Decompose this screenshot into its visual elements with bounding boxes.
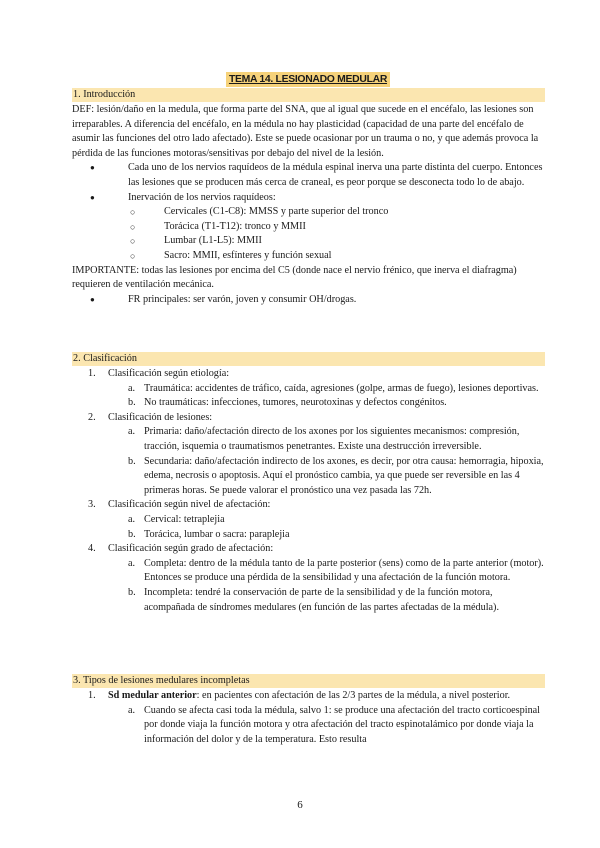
bullet-item: ● Cada uno de los nervios raquídeos de la médula espinal inerva una parte distinta del cuerpo. Entonces las lesiones que se producen más cerca de craneal, es peor porque se desconecta todo lo de abajo. [72,161,544,190]
numbered-item: 4. Clasificación según grado de afectación: [88,543,274,555]
page-number: 6 [297,799,303,811]
lettered-item: a. Completa: dentro de la médula tanto de la parte posterior (sens) como de la parte anterior (motor). Entonces se produce una pérdida de la sensibilidad y una afectación de la función motora. [128,557,544,584]
section-heading-tipos: 3. Tipos de lesiones medulares incompletas [72,674,545,688]
lettered-item: b. No traumáticas: infecciones, tumores, neurotoxinas y defectos congénitos. [128,397,447,409]
numbered-item: 2. Clasificación de lesiones: [88,411,213,423]
lettered-item: a. Cuando se afecta casi toda la médula, salvo 1: se produce una afectación del tracto corticoespinal por donde viaja la función motora y otra afectación del tracto espinotalámico por donde viaja la información del dolor y de la temperatura. Esto resulta [128,704,541,745]
lettered-item: b. Incompleta: tendré la conservación de parte de la sensibilidad y de la función motora, acompañada de síndromes medulares (en función de las partes afectadas de la médula). [128,586,499,613]
title-row [72,72,544,88]
section-introduccion [72,103,544,307]
section-heading-clasificacion: 2. Clasificación [72,352,545,366]
lettered-item: b. Secundaria: daño/afectación indirecto de los axones, es decir, por otra causa: hemorragia, hipoxia, edema, necrosis o apoptosis. Aquí el pronóstico cambia, ya que puede ser reversible en las 4 primeras horas. Se puede valorar el pronóstico una vez pasada las 72h. [128,455,544,496]
document-title: TEMA 14. LESIONADO MEDULAR [226,72,390,87]
sub-bullet-item: ○ Cervicales (C1-C8): MMSS y parte superior del tronco [72,205,544,220]
sub-bullet-item: ○ Sacro: MMII, esfínteres y función sexual [72,249,544,264]
bullet-item: ● FR principales: ser varón, joven y consumir OH/drogas. [72,293,544,308]
numbered-item: 3. Clasificación según nivel de afectación: [88,499,271,511]
sub-bullet-item: ○ Torácica (T1-T12): tronco y MMII [72,220,544,235]
definition-paragraph: DEF: lesión/daño en la medula, que forma parte del SNA, que al igual que sucede en el encéfalo, las lesiones son irreparables. A diferencia del encéfalo, en la médula no hay plasticidad (capacidad de una parte del encéfalo de asumir las funciones del otro lado afectado). Este se puede ocasionar por un trauma o no, y que además provoca la pérdida de las funciones motoras/sensitivas por debajo del nivel de la lesión. [72,104,539,159]
section-clasificacion [72,367,544,615]
lettered-item: a. Primaria: daño/afectación directo de los axones por los siguientes mecanismos: compresión, tracción, isquemia o traumatismos penetrantes. Existe una destrucción irreversible. [128,426,520,452]
bullet-item: ● Inervación de los nervios raquídeos: [72,191,544,206]
lettered-item: a. Cervical: tetraplejia [128,513,225,525]
important-paragraph: IMPORTANTE: todas las lesiones por encima del C5 (donde nace el nervio frénico, que inerva el diafragma) requieren de ventilación mecánica. [72,264,517,291]
syndrome-name: Sd medular anterior [108,690,197,701]
numbered-item: 1. Sd medular anterior: en pacientes con afectación de las 2/3 partes de la médula, a nivel posterior. [88,690,511,701]
sub-bullet-item: ○ Lumbar (L1-L5): MMII [72,234,544,249]
section-heading-introduccion: 1. Introducción [72,88,545,102]
numbered-item: 1. Clasificación según etiología: [88,368,230,379]
lettered-item: b. Torácica, lumbar o sacra: paraplejia [128,528,290,540]
section-tipos [72,689,544,747]
lettered-item: a. Traumática: accidentes de tráfico, caída, agresiones (golpe, armas de fuego), lesiones deportivas. [128,382,539,394]
